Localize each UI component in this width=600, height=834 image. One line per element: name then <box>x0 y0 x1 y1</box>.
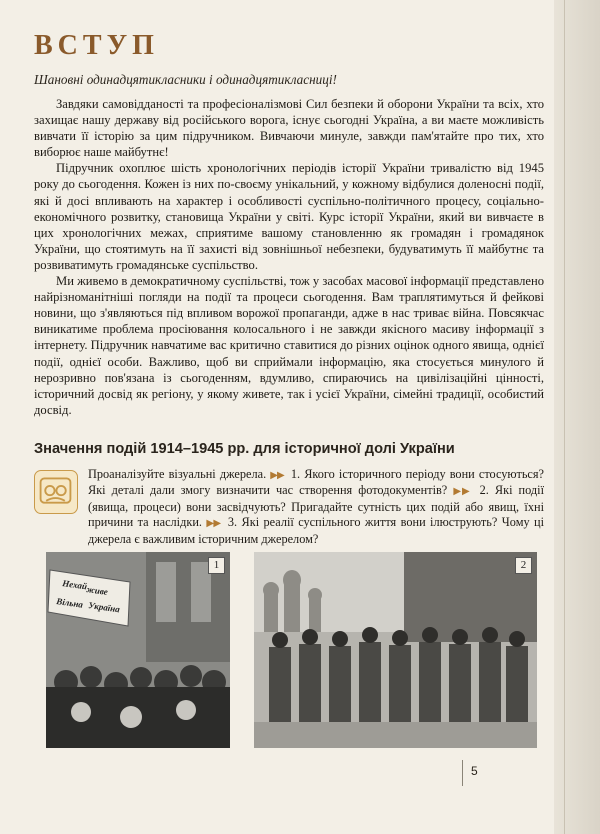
banner-line: Україна <box>87 600 121 615</box>
intro-paragraph: Завдяки самовідданості та професіоналізмові Сил безпеки й оборони України та всіх, хто захищає нашу державу від російського ворога, існує сьогодні Україна, а ви маєте можливість вивчати її історію за цим підручником. Вивчаючи минуле, завжди пам'ятайте про тих, хто виборює наше майбутнє! <box>34 97 544 160</box>
arrow-icon: ▶▶ <box>453 486 471 498</box>
source-analysis-icon <box>34 470 78 514</box>
page-number-rule <box>462 760 463 786</box>
banner-line: Вільна <box>55 596 84 610</box>
page-title: ВСТУП <box>34 30 159 61</box>
historical-photo-1 <box>46 552 230 748</box>
task-question: 2. Які події (явища, процеси) вони засвідчують? Пригадайте сутність цих подій або явищ, їхні причини та наслідки. <box>88 483 544 530</box>
task-text <box>88 467 544 547</box>
photo-number: 2 <box>515 557 532 574</box>
historical-photo-2 <box>254 552 537 748</box>
task-question: 1. Якого історичного періоду вони стосуються? Які деталі дали змогу визначити час створення фотодокументів? <box>88 467 545 498</box>
intro-paragraph: Підручник охоплює шість хронологічних періодів історії України тривалістю від 1945 року до сьогодення. Кожен із них по-своєму унікальний, у кожному відбулися доленосні події, які й досі впливають на характер і особливості суспільно-політичного процесу, соціально-економічного розвитку, становища України у світі. Курс історії України, який ви вивчаєте в цих хронологічних межах, сприятиме вашому становленню як громадян і громадянок України, що стоятимуть на її захисті від зовнішньої небезпеки, будуватимуть її майбутнє та розвиватимуть громадянське суспільство. <box>34 161 544 272</box>
page-edge <box>554 0 600 834</box>
intro-text <box>34 96 544 418</box>
page-number: 5 <box>471 764 478 778</box>
task-intro: Проаналізуйте візуальні джерела. <box>88 467 267 481</box>
greeting: Шановні одинадцятикласники і одинадцятикласниці! <box>34 72 337 87</box>
arrow-icon: ▶▶ <box>270 470 284 481</box>
arrow-icon: ▶▶ <box>206 518 221 530</box>
intro-paragraph: Ми живемо в демократичному суспільстві, тож у засобах масової інформації представлено найрізноманітніші погляди на події та процеси сьогодення. Вам траплятимуться й фейкові новини, що з'являються під впливом ворожої пропаганди, адже в нас триває війна. Повсякчас виникатиме проблема просіювання колосального і не завжди якісного масиву інформації з інтернету. Підручник навчатиме вас критично ставитися до різних оцінок одного явища, однієї події, однієї особи. Важливо, щоб ви сприймали інформацію, яка стосується минулого й нерозривно пов'язана із сьогоденням, вдумливо, спираючись на цивілізаційні цінності, історичний досвід як регіону, у якому живете, так і усієї України, сімейні традиції, особистий досвід. <box>34 274 544 417</box>
banner-line: Нехай <box>61 578 88 592</box>
banner-line: живе <box>85 584 109 597</box>
task-question: 3. Які реалії суспільного життя вони ілюструють? Чому ці джерела є важливим історичним джерелом? <box>88 515 545 546</box>
photo-number: 1 <box>208 557 225 574</box>
section-heading: Значення подій 1914–1945 рр. для історичної долі України <box>34 441 455 457</box>
